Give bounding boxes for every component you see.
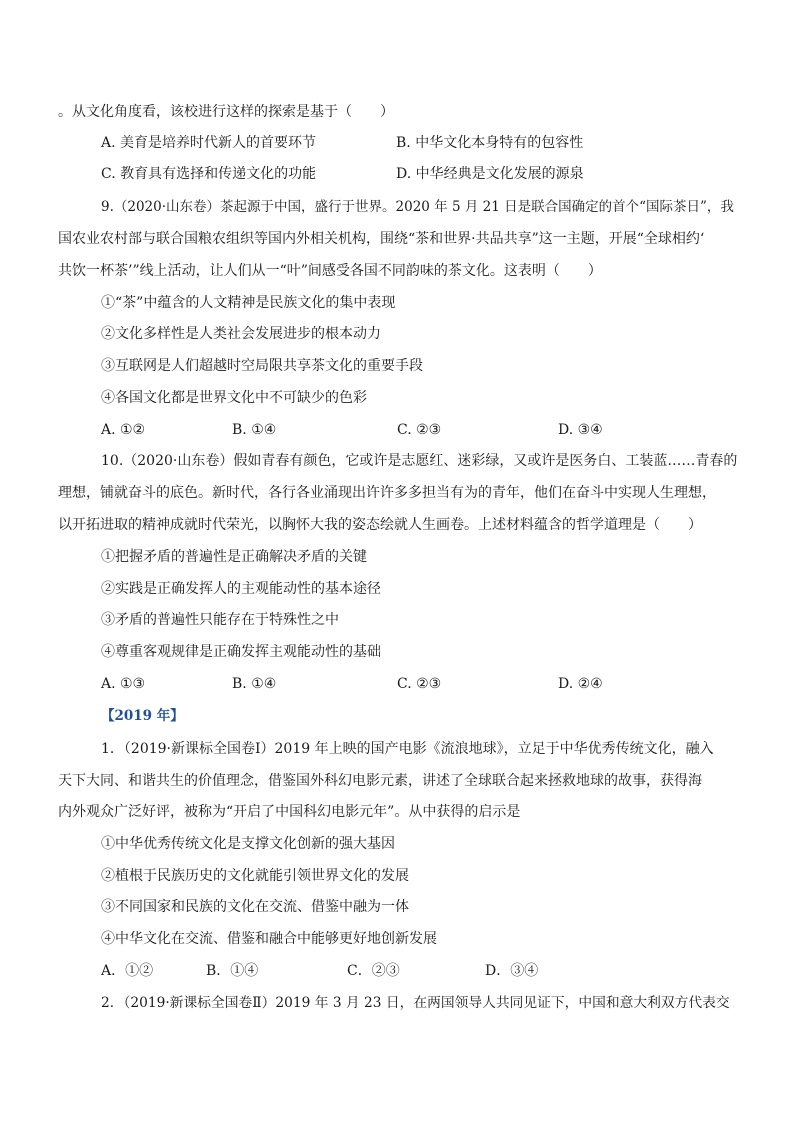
- q2019-1-statement-1: ①中华优秀传统文化是支撑文化创新的强大基因: [101, 836, 395, 852]
- q10-option-d: D. ②④: [558, 676, 603, 692]
- q2019-1-statement-4: ④中华文化在交流、借鉴和融合中能够更好地创新发展: [101, 931, 437, 947]
- q9-statement-4: ④各国文化都是世界文化中不可缺少的色彩: [101, 390, 367, 406]
- q8-option-a: A. 美育是培养时代新人的首要环节: [101, 135, 317, 151]
- q10-statement-2: ②实践是正确发挥人的主观能动性的基本途径: [101, 581, 381, 597]
- q10-statement-1: ①把握矛盾的普遍性是正确解决矛盾的关键: [101, 549, 367, 565]
- q2019-1-stem-line-1: 1．（2019·新课标全国卷Ⅰ）2019 年上映的国产电影《流浪地球》，立足于中华优秀传统文化，融入: [101, 741, 714, 757]
- q2019-1-stem-line-2: 天下大同、和谐共生的价值理念，借鉴国外科幻电影元素，讲述了全球联合起来拯救地球的故事，获得海: [58, 773, 702, 789]
- q2019-1-statement-2: ②植根于民族历史的文化就能引领世界文化的发展: [101, 868, 409, 884]
- q9-option-c: C. ②③: [397, 422, 442, 438]
- q8-option-d: D. 中华经典是文化发展的源泉: [396, 166, 584, 182]
- q10-stem-line-3: 以开拓进取的精神成就时代荣光，以胸怀大我的姿态绘就人生画卷。上述材料蕴含的哲学道理是（ ）: [58, 517, 702, 533]
- q9-statement-1: ①“茶”中蕴含的人文精神是民族文化的集中表现: [101, 295, 396, 311]
- q10-statement-4: ④尊重客观规律是正确发挥主观能动性的基础: [101, 644, 381, 660]
- q10-option-a: A. ①③: [101, 676, 146, 692]
- q8-option-c: C. 教育具有选择和传递文化的功能: [101, 166, 317, 182]
- q10-stem-line-1: 10.（2020·山东卷）假如青春有颜色，它或许是志愿红、迷彩绿，又或许是医务白、工装蓝……青春的: [101, 453, 738, 469]
- section-heading-2019: 【2019 年】: [101, 708, 184, 724]
- q9-option-d: D. ③④: [558, 422, 603, 438]
- q9-stem-line-2: 国农业农村部与联合国粮农组织等国内外相关机构，围绕“茶和世界·共品共享”这一主题，开展“全球相约‘: [58, 231, 705, 247]
- q2019-1-option-d: D．③④: [485, 963, 539, 979]
- q2019-1-option-a: A．①②: [101, 963, 154, 979]
- q8-option-b: B. 中华文化本身特有的包容性: [396, 135, 584, 151]
- q10-option-c: C. ②③: [397, 676, 442, 692]
- q9-stem-line-1: 9.（2020·山东卷）茶起源于中国，盛行于世界。2020 年 5 月 21 日是联合国确定的首个“国际茶日”，我: [101, 199, 734, 215]
- q2019-2-stem-line-1: 2．（2019·新课标全国卷Ⅱ）2019 年 3 月 23 日，在两国领导人共同见证下，中国和意大利双方代表交: [101, 995, 730, 1011]
- q10-option-b: B. ①④: [232, 676, 277, 692]
- q8-stem-tail: 。从文化角度看，该校进行这样的探索是基于（ ）: [58, 104, 394, 120]
- q2019-1-option-c: C．②③: [347, 963, 400, 979]
- q2019-1-stem-line-3: 内外观众广泛好评，被称为“开启了中国科幻电影元年”。从中获得的启示是: [58, 804, 521, 820]
- q10-statement-3: ③矛盾的普遍性只能存在于特殊性之中: [101, 612, 339, 628]
- q9-statement-2: ②文化多样性是人类社会发展进步的根本动力: [101, 326, 381, 342]
- q9-option-a: A. ①②: [101, 422, 146, 438]
- q2019-1-option-b: B．①④: [206, 963, 259, 979]
- q9-option-b: B. ①④: [232, 422, 277, 438]
- q9-stem-line-3: 共饮一杯茶’”线上活动，让人们从一“叶”间感受各国不同韵味的茶文化。这表明（ ）: [58, 263, 602, 279]
- q9-statement-3: ③互联网是人们超越时空局限共享茶文化的重要手段: [101, 358, 423, 374]
- q10-stem-line-2: 理想，铺就奋斗的底色。新时代，各行各业涌现出许许多多担当有为的青年，他们在奋斗中实现人生理想，: [58, 485, 716, 501]
- q2019-1-statement-3: ③不同国家和民族的文化在交流、借鉴中融为一体: [101, 899, 409, 915]
